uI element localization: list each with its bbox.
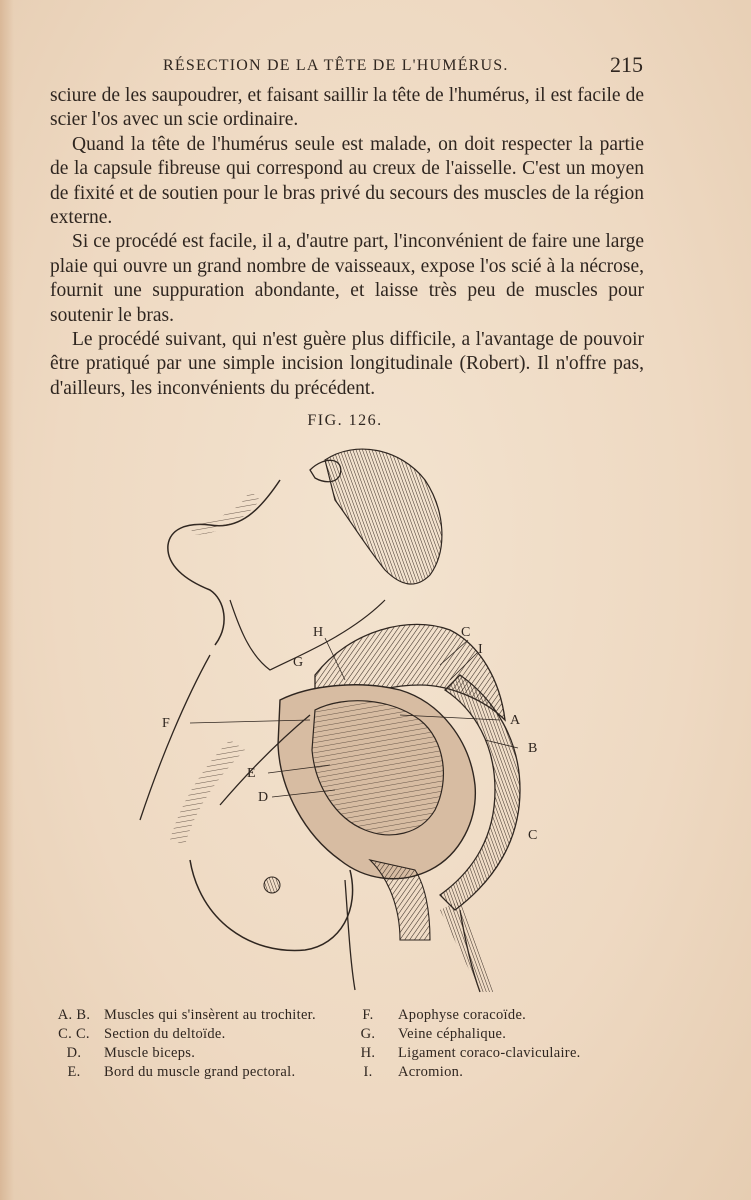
paragraph-4: Le procédé suivant, qui n'est guère plus difficile, a l'avantage de pouvoir être pratiqué par une simple incision longitudinale (Robert). Il n'offre pas, d'ailleurs, les inconvénients du précédent. xyxy=(50,329,644,399)
legend-key: G. xyxy=(360,1026,376,1042)
legend-text: Acromion. xyxy=(398,1064,464,1080)
legend-key: A. B. xyxy=(57,1007,91,1023)
legend-key: C. C. xyxy=(58,1026,90,1042)
legend-text: Section du deltoïde. xyxy=(104,1026,226,1042)
legend-text: Ligament coraco-claviculaire. xyxy=(398,1045,581,1061)
shoulder-illustration xyxy=(100,440,600,995)
nipple xyxy=(264,877,280,893)
legend-row xyxy=(48,1044,648,1063)
legend-text: Muscles qui s'insèrent au trochiter. xyxy=(104,1007,316,1023)
legend-key: I. xyxy=(363,1064,373,1080)
legend-text: Bord du muscle grand pectoral. xyxy=(104,1064,296,1080)
legend-key: H. xyxy=(360,1045,376,1061)
label-c-right: C xyxy=(528,828,538,843)
legend-row xyxy=(48,1025,648,1044)
legend-text: Veine céphalique. xyxy=(398,1026,507,1042)
legend-key: F. xyxy=(362,1007,374,1023)
legend-key: D. xyxy=(66,1045,82,1061)
body-text xyxy=(50,84,644,401)
running-title: RÉSECTION DE LA TÊTE DE L'HUMÉRUS. xyxy=(163,57,509,74)
legend-text: Apophyse coracoïde. xyxy=(398,1007,527,1023)
breast xyxy=(190,860,353,950)
label-d: D xyxy=(258,790,269,805)
label-i: I xyxy=(478,642,483,657)
running-head xyxy=(163,54,643,80)
label-c-top: C xyxy=(461,625,471,640)
legend-row xyxy=(48,1063,648,1082)
legend-key: E. xyxy=(67,1064,81,1080)
label-e: E xyxy=(247,766,256,781)
anatomical-engraving xyxy=(100,440,600,995)
legend-text: Muscle biceps. xyxy=(104,1045,196,1061)
paragraph-2: Quand la tête de l'humérus seule est malade, on doit respecter la partie de la capsule fibreuse qui correspond au creux de l'aisselle. C'est un moyen de fixité et de soutien pour le bras privé du secours des muscles de la région externe. xyxy=(50,133,644,229)
figure-caption: FIG. 126. xyxy=(307,412,383,429)
page-number: 215 xyxy=(610,52,643,77)
hair xyxy=(325,449,442,584)
paragraph-3: Si ce procédé est facile, il a, d'autre part, l'inconvénient de faire une large plaie qui ouvre un grand nombre de vaisseaux, expose l'os scié à la nécrose, fournit une suppuration abondante, et laisse très peu de muscles pour soutenir le bras. xyxy=(50,231,644,326)
pectoral-shading xyxy=(170,740,245,845)
paragraph-1: sciure de les saupoudrer, et faisant saillir la tête de l'humérus, il est facile de scier l'os avec un scie ordinaire. xyxy=(50,85,644,131)
legend-row xyxy=(48,1006,648,1025)
arm-shading xyxy=(440,900,495,992)
figure-legend xyxy=(48,1006,648,1082)
label-a: A xyxy=(510,713,521,728)
page-edge-shadow xyxy=(0,0,14,1200)
label-f: F xyxy=(162,716,170,731)
jaw-shading xyxy=(190,490,260,535)
chin-outline xyxy=(168,480,280,645)
label-h: H xyxy=(313,625,324,640)
label-g: G xyxy=(293,655,304,670)
label-b: B xyxy=(528,741,538,756)
